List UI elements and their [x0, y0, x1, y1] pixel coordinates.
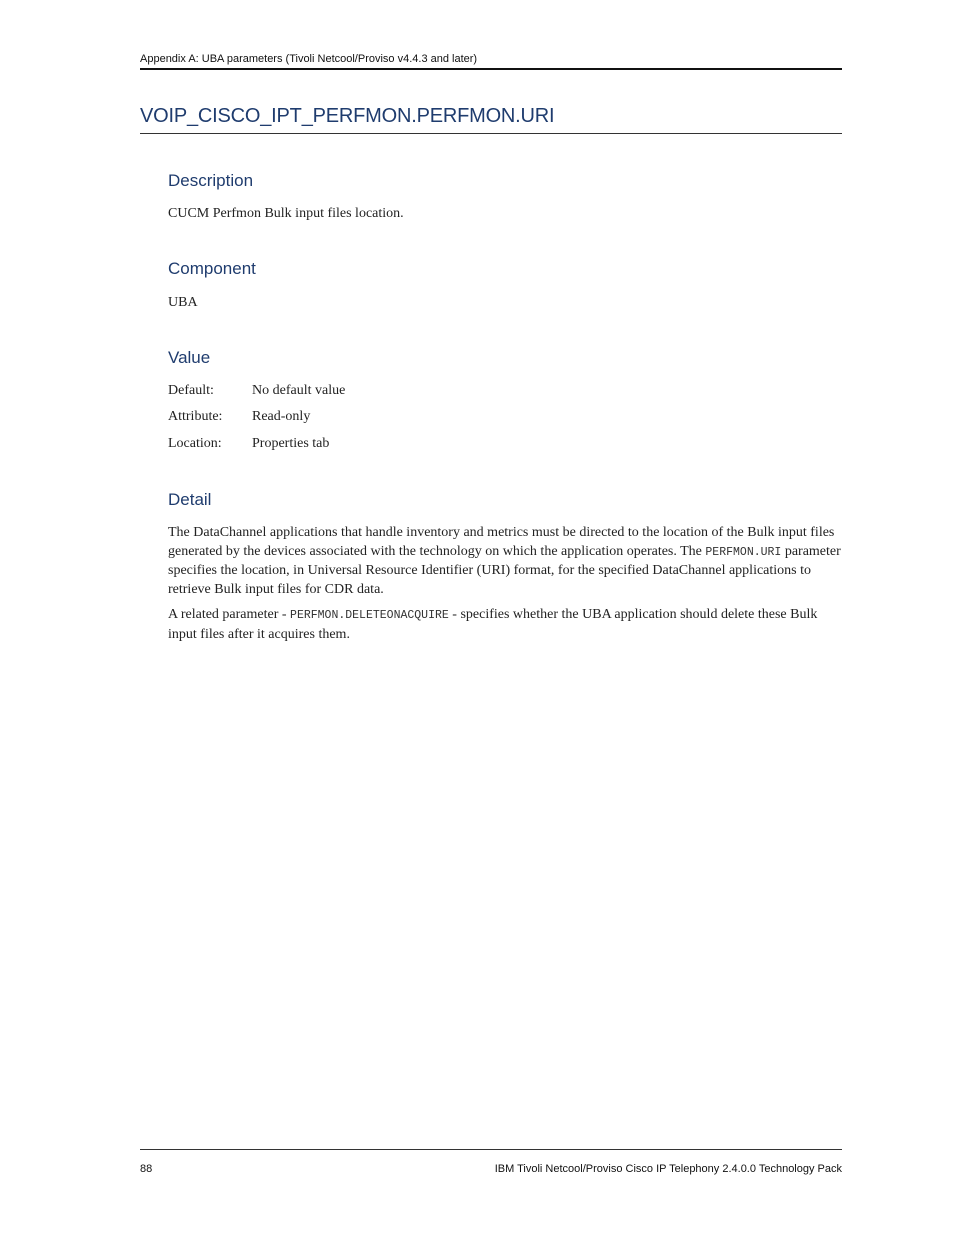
header-rule — [140, 68, 842, 70]
footer-rule — [140, 1149, 842, 1150]
detail-heading: Detail — [168, 490, 212, 509]
book-title: IBM Tivoli Netcool/Proviso Cisco IP Telephony 2.4.0.0 Technology Pack — [494, 1163, 842, 1175]
value-row-value: Read-only — [252, 409, 311, 424]
value-row-label: Attribute: — [168, 409, 223, 424]
detail-paragraph-2 — [168, 606, 842, 644]
parameter-code: PERFMON.URI — [705, 545, 782, 559]
description-text: CUCM Perfmon Bulk input files location. — [168, 206, 404, 221]
value-row-label: Default: — [168, 383, 214, 398]
value-row-value: Properties tab — [252, 436, 330, 451]
value-row-label: Location: — [168, 436, 222, 451]
value-row-attribute — [168, 409, 310, 425]
parameter-code: PERFMON.DELETEONACQUIRE — [290, 609, 449, 622]
detail-paragraph-1 — [168, 524, 842, 599]
running-header: Appendix A: UBA parameters (Tivoli Netcool/Proviso v4.4.3 and later) — [140, 53, 478, 65]
detail-text: parameter specifies the location, in Universal Resource Identifier (URI) format, for the specified DataChannel applications to retrieve Bulk input files for CDR data. — [168, 543, 841, 597]
detail-text: - specifies whether the UBA application should delete these Bulk input files after it acquires them. — [168, 607, 818, 642]
value-row-location — [168, 436, 329, 452]
value-row-default — [168, 383, 345, 399]
detail-text: The DataChannel applications that handle inventory and metrics must be directed to the location of the Bulk input files generated by the devices associated with the technology on which the application operates. The — [168, 525, 835, 559]
component-text: UBA — [168, 295, 198, 310]
component-heading: Component — [168, 259, 256, 278]
description-heading: Description — [168, 171, 254, 190]
title-rule — [140, 133, 842, 134]
page-title: VOIP_CISCO_IPT_PERFMON.PERFMON.URI — [140, 105, 555, 127]
value-row-value: No default value — [252, 383, 346, 398]
page-number: 88 — [140, 1163, 153, 1175]
detail-text: A related parameter - — [168, 607, 291, 622]
value-heading: Value — [168, 348, 211, 367]
